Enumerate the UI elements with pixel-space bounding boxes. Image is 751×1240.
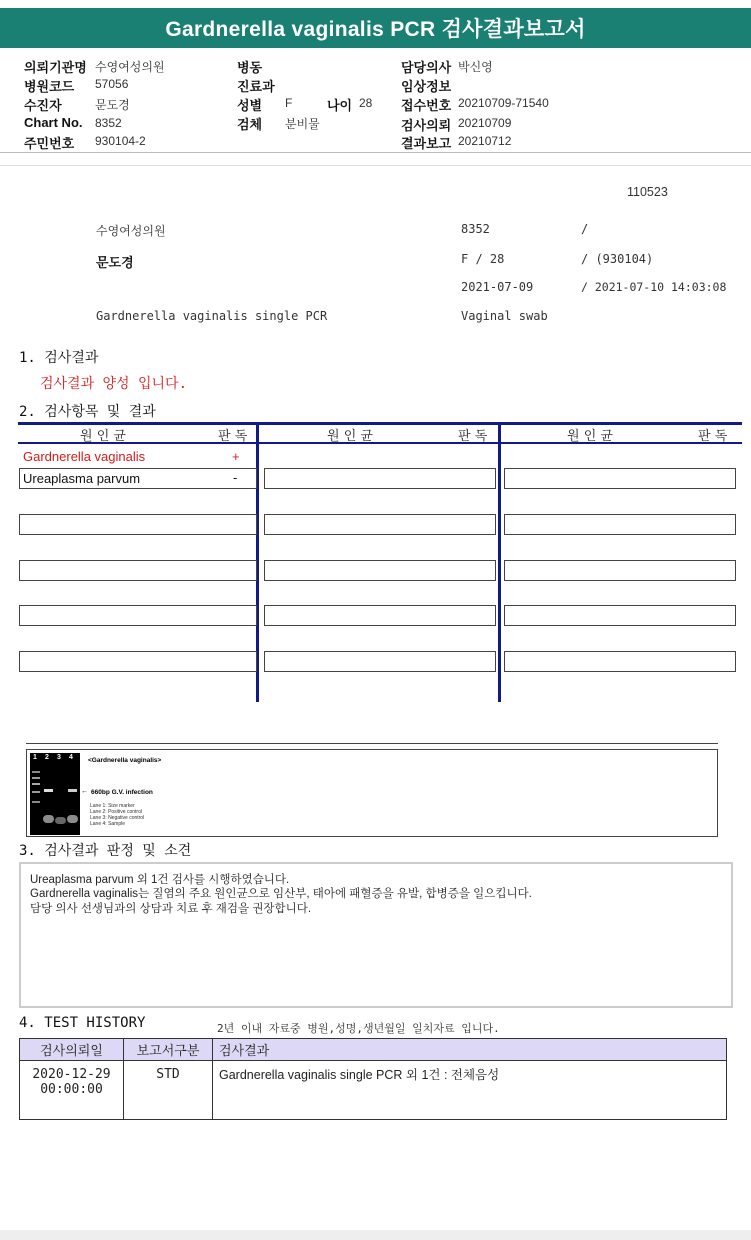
gel-legend-item: Lane 2: Positive control <box>90 809 142 815</box>
col-judgement-2: 판 독 <box>458 429 488 444</box>
history-header-row <box>20 1039 727 1061</box>
table-top-rule <box>18 422 742 425</box>
pathogen-result: - <box>233 470 238 485</box>
table-row <box>20 1061 727 1120</box>
history-col-result: 검사결과 <box>213 1039 727 1061</box>
column-divider-2 <box>498 422 501 702</box>
col-judgement-1: 판 독 <box>218 429 248 444</box>
summary-test-name: Gardnerella vaginalis single PCR <box>96 309 328 323</box>
result-cell <box>19 651 257 672</box>
gel-band <box>32 801 40 803</box>
opinion-line: Ureaplasma parvum 외 1건 검사를 시행하였습니다. <box>30 874 290 886</box>
summary-sex-age: F / 28 <box>461 252 505 266</box>
gel-band <box>32 777 40 779</box>
section1-heading: 1. 검사결과 <box>19 350 99 366</box>
summary-birth: / (930104) <box>581 252 654 266</box>
opinion-line: Gardnerella vaginalis는 질염의 주요 원인균으로 임산부, 태아에 패혈증을 유발, 합병증을 일으킵니다. <box>30 888 532 900</box>
result-cell <box>264 514 496 535</box>
report-code: 110523 <box>627 185 668 199</box>
result-cell <box>264 651 496 672</box>
value-hospital-code: 57056 <box>95 77 129 91</box>
history-note: 2년 이내 자료중 병원,성명,생년월일 일치자료 입니다. <box>217 1022 500 1035</box>
opinion-line: 담당 의사 선생님과의 상담과 치료 후 재검을 권장합니다. <box>30 903 312 915</box>
value-chart-no: 8352 <box>95 116 122 130</box>
label-physician: 담당의사 <box>401 60 452 75</box>
col-judgement-3: 판 독 <box>698 429 728 444</box>
value-age: 28 <box>359 96 373 110</box>
gel-glow <box>67 815 78 823</box>
section4-heading: 4. TEST HISTORY <box>19 1015 146 1031</box>
value-patient: 문도경 <box>95 98 130 112</box>
summary-chart-slash: / <box>581 222 589 236</box>
result-cell <box>504 605 736 626</box>
result-cell <box>504 560 736 581</box>
value-resident-number: 930104-2 <box>95 134 146 148</box>
label-hospital-code: 병원코드 <box>24 79 75 94</box>
gel-legend-item: Lane 1: Size marker <box>90 803 135 809</box>
result-cell <box>504 651 736 672</box>
lane-number: 3 <box>57 754 61 761</box>
lane-number: 4 <box>69 754 73 761</box>
col-pathogen-3: 원 인 균 <box>567 429 613 444</box>
label-resident-number: 주민번호 <box>24 136 75 151</box>
history-table <box>19 1038 727 1120</box>
section2-heading: 2. 검사항목 및 결과 <box>19 404 156 420</box>
label-age: 나이 <box>327 98 353 113</box>
gel-image <box>30 753 80 835</box>
header-divider-lower <box>0 165 751 166</box>
gel-band <box>32 771 40 773</box>
label-requesting-institution: 의뢰기관명 <box>24 60 87 75</box>
positive-result-text: 검사결과 양성 입니다. <box>40 376 188 392</box>
gel-band <box>44 789 53 792</box>
summary-patient: 문도경 <box>96 256 134 271</box>
result-cell <box>19 514 257 535</box>
summary-chart: 8352 <box>461 222 490 236</box>
pathogen-name: Gardnerella vaginalis <box>23 449 146 464</box>
value-physician: 박신영 <box>458 60 493 74</box>
table-header-rule <box>18 442 742 444</box>
summary-clinic: 수영여성의원 <box>96 224 166 238</box>
value-sex: F <box>285 96 293 110</box>
footer-bar <box>0 1230 751 1240</box>
history-date: 2020-12-29 <box>32 1067 111 1082</box>
label-receipt-number: 접수번호 <box>401 98 452 113</box>
label-specimen: 검체 <box>237 117 263 132</box>
label-patient: 수진자 <box>24 98 62 113</box>
history-type: STD <box>124 1061 213 1120</box>
history-col-type: 보고서구분 <box>124 1039 213 1061</box>
history-col-date: 검사의뢰일 <box>20 1039 124 1061</box>
result-cell <box>504 514 736 535</box>
value-request-date: 20210709 <box>458 116 512 130</box>
summary-receipt-date: 2021-07-09 <box>461 280 534 294</box>
summary-specimen: Vaginal swab <box>461 309 548 323</box>
label-report-date: 결과보고 <box>401 136 452 151</box>
gel-top-rule <box>26 743 718 744</box>
result-cell <box>264 468 496 489</box>
value-receipt-number: 20210709-71540 <box>458 96 549 110</box>
gel-band <box>32 791 40 793</box>
result-cell <box>19 560 257 581</box>
gel-glow <box>43 815 54 823</box>
label-sex: 성별 <box>237 98 263 113</box>
gel-band-label: 660bp G.V. infection <box>91 789 153 796</box>
pathogen-result: + <box>232 449 240 464</box>
gel-band <box>32 783 40 785</box>
label-clinical-info: 임상정보 <box>401 79 452 94</box>
gel-band <box>68 789 77 792</box>
lane-number: 1 <box>33 754 37 761</box>
col-pathogen-1: 원 인 균 <box>80 429 126 444</box>
value-requesting-institution: 수영여성의원 <box>95 60 165 74</box>
result-cell <box>19 605 257 626</box>
value-specimen: 분비물 <box>285 117 320 131</box>
history-time: 00:00:00 <box>40 1082 103 1097</box>
col-pathogen-2: 원 인 균 <box>327 429 373 444</box>
result-cell <box>264 560 496 581</box>
value-report-date: 20210712 <box>458 134 512 148</box>
result-cell <box>264 605 496 626</box>
history-date-cell <box>20 1061 124 1120</box>
label-chart-no: Chart No. <box>24 115 83 130</box>
history-result: Gardnerella vaginalis single PCR 외 1건 : 전체음성 <box>213 1061 727 1120</box>
lane-number: 2 <box>45 754 49 761</box>
section3-heading: 3. 검사결과 판정 및 소견 <box>19 843 192 859</box>
gel-band-pointer: ← <box>81 788 88 795</box>
label-department: 진료과 <box>237 79 275 94</box>
gel-caption: <Gardnerella vaginalis> <box>88 757 162 764</box>
gel-legend-item: Lane 4: Sample <box>90 821 126 827</box>
gel-legend-item: Lane 3: Negative control <box>90 815 145 821</box>
pathogen-name: Ureaplasma parvum <box>23 471 141 486</box>
summary-report-datetime: / 2021-07-10 14:03:08 <box>581 280 727 294</box>
label-request-date: 검사의뢰 <box>401 118 452 133</box>
header-divider <box>0 152 751 153</box>
gel-glow <box>55 817 66 824</box>
label-ward: 병동 <box>237 60 263 75</box>
report-title: Gardnerella vaginalis PCR 검사결과보고서 <box>0 8 751 48</box>
result-cell <box>504 468 736 489</box>
